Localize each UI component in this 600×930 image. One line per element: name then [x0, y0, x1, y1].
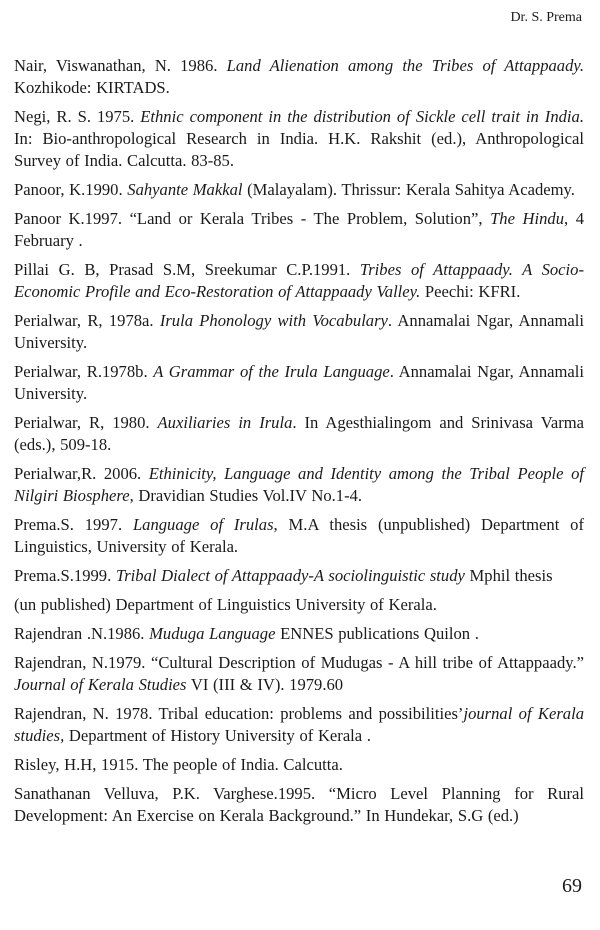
reference-text: . Annamalai Ngar, Annamali University. — [14, 362, 584, 403]
reference-text: Prema.S.1999. — [14, 566, 116, 585]
reference-entry — [14, 783, 584, 827]
reference-entry — [14, 310, 584, 354]
reference-entry — [14, 208, 584, 252]
reference-text: Panoor K.1997. “Land or Kerala Tribes - The Problem, Solution”, — [14, 209, 491, 228]
reference-text: Peechi: KFRI. — [420, 282, 521, 301]
reference-title: The Hindu — [490, 209, 564, 228]
reference-list — [14, 55, 584, 834]
reference-text: Mphil thesis — [464, 566, 553, 585]
reference-title: journal of Kerala studies, — [14, 704, 584, 745]
reference-entry — [14, 361, 584, 405]
reference-text: Perialwar, R.1978b. — [14, 362, 154, 381]
reference-text: Rajendran, N. 1978. Tribal education: problems and possibilities’ — [14, 704, 464, 723]
reference-title: Auxiliaries in Irula — [157, 413, 293, 432]
reference-title: Ethinicity, Language and Identity among the Tribal People of Nilgiri Biosphere — [14, 464, 584, 505]
reference-text: (un published) Department of Linguistics University of Kerala. — [14, 595, 437, 614]
reference-text: Nair, Viswanathan, N. 1986. — [14, 56, 227, 75]
reference-text: VI (III & IV). 1979.60 — [186, 675, 344, 694]
reference-entry — [14, 259, 584, 303]
reference-title: Land Alienation among the Tribes of Attappaady. — [226, 56, 584, 75]
reference-title: Language of Irulas — [132, 515, 274, 534]
reference-text: . In Agesthialingom and Srinivasa Varma (eds.), 509-18. — [14, 413, 585, 454]
reference-text: Perialwar,R. 2006. — [14, 464, 149, 483]
reference-text: Sanathanan Velluva, P.K. Varghese.1995. “Micro Level Planning for Rural Development: An Exercise on Kerala Background.” In Hundekar, S.G (ed.) — [14, 784, 584, 825]
reference-entry — [14, 514, 584, 558]
reference-title: Journal of Kerala Studies — [14, 675, 187, 694]
reference-entry — [14, 55, 584, 99]
reference-title: Irula Phonology with Vocabulary — [159, 311, 388, 330]
reference-text: , M.A thesis (unpublished) Department of Linguistics, University of Kerala. — [14, 515, 584, 556]
reference-text: ENNES publications Quilon . — [275, 624, 479, 643]
reference-text: Pillai G. B, Prasad S.M, Sreekumar C.P.1991. — [14, 260, 360, 279]
reference-entry — [14, 623, 584, 645]
reference-title: Sahyante Makkal — [127, 180, 243, 199]
reference-title: Tribal Dialect of Attappaady-A sociolinguistic study — [115, 566, 465, 585]
reference-text: Perialwar, R, 1978a. — [14, 311, 160, 330]
reference-entry — [14, 703, 584, 747]
reference-entry — [14, 594, 584, 616]
reference-text: Prema.S. 1997. — [14, 515, 133, 534]
reference-entry — [14, 565, 584, 587]
reference-title: Muduga Language — [149, 624, 276, 643]
reference-title: Ethnic component in the distribution of Sickle cell trait in India. — [140, 107, 584, 126]
reference-entry — [14, 412, 584, 456]
reference-text: . Annamalai Ngar, Annamali University. — [14, 311, 584, 352]
page-number: 69 — [562, 875, 582, 897]
reference-text: Risley, H.H, 1915. The people of India. Calcutta. — [14, 755, 343, 774]
reference-entry — [14, 652, 584, 696]
running-head: Dr. S. Prema — [510, 10, 582, 25]
reference-text: Rajendran .N.1986. — [14, 624, 150, 643]
reference-title: A Grammar of the Irula Language — [153, 362, 390, 381]
reference-text: Rajendran, N.1979. “Cultural Description of Mudugas - A hill tribe of Attappaady.” — [14, 653, 584, 672]
reference-text: Department of History University of Kerala . — [64, 726, 371, 745]
reference-text: Panoor, K.1990. — [14, 180, 128, 199]
reference-text: In: Bio-anthropological Research in India. H.K. Rakshit (ed.), Anthropological Survey of India. Calcutta. 83-85. — [14, 129, 584, 170]
reference-text: Perialwar, R, 1980. — [14, 413, 158, 432]
reference-entry — [14, 463, 584, 507]
reference-entry — [14, 106, 584, 172]
reference-text: (Malayalam). Thrissur: Kerala Sahitya Academy. — [242, 180, 575, 199]
reference-text: , 4 February . — [14, 209, 584, 250]
reference-entry — [14, 754, 584, 776]
reference-text: , Dravidian Studies Vol.IV No.1-4. — [129, 486, 363, 505]
reference-text: Kozhikode: KIRTADS. — [14, 78, 170, 97]
reference-title: Tribes of Attappaady. A Socio-Economic Profile and Eco-Restoration of Attappaady Valley. — [14, 260, 584, 301]
reference-text: Negi, R. S. 1975. — [14, 107, 141, 126]
reference-entry — [14, 179, 584, 201]
